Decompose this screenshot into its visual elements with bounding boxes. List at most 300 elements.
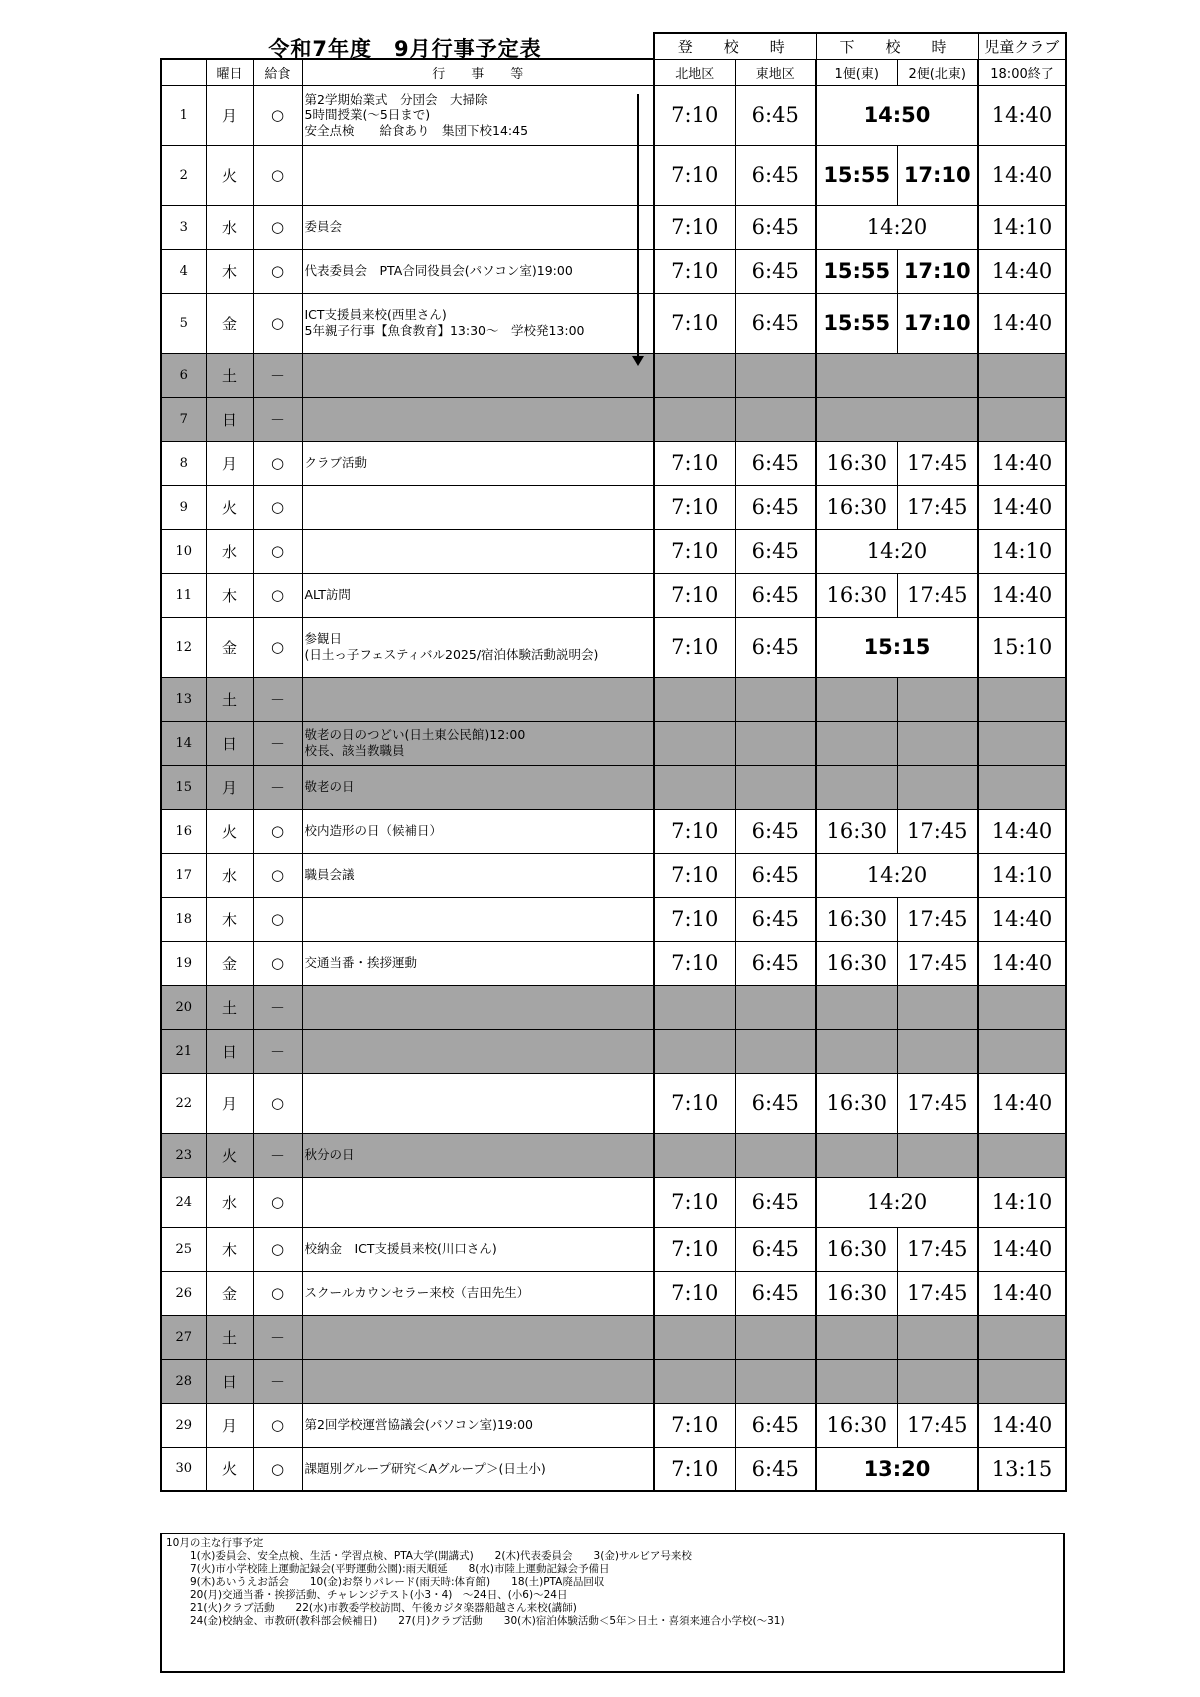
day-cell: 27 [161, 1315, 206, 1359]
lunch-cell: ○ [253, 941, 302, 985]
notes-title: 10月の主な行事予定 [166, 1537, 264, 1549]
east-cell [735, 721, 816, 765]
north-cell [654, 985, 735, 1029]
north-cell [654, 677, 735, 721]
lunch-cell: － [253, 1133, 302, 1177]
bus1-cell: 16:30 [816, 809, 897, 853]
bus2-header: 2便(北東) [897, 59, 978, 85]
east-cell [735, 1133, 816, 1177]
weekday-cell: 月 [206, 1073, 253, 1133]
lunch-cell: ○ [253, 853, 302, 897]
bus1-cell: 16:30 [816, 897, 897, 941]
east-cell: 6:45 [735, 529, 816, 573]
events-text: 第2回学校運営協議会(パソコン室)19:00 [304, 1417, 533, 1433]
table-row [161, 1403, 1066, 1447]
events-text: 参観日 (日土っ子フェスティバル2025/宿泊体験活動説明会) [304, 631, 599, 662]
weekday-cell: 月 [206, 765, 253, 809]
weekday-cell: 日 [206, 1359, 253, 1403]
north-cell: 7:10 [654, 1177, 735, 1227]
club-cell: 14:40 [978, 485, 1066, 529]
events-cell [302, 1447, 654, 1491]
weekday-cell: 火 [206, 1447, 253, 1491]
dismissal-cell: 14:50 [816, 85, 978, 145]
weekday-cell: 土 [206, 677, 253, 721]
day-cell: 4 [161, 249, 206, 293]
day-cell: 25 [161, 1227, 206, 1271]
east-cell: 6:45 [735, 249, 816, 293]
events-cell [302, 485, 654, 529]
north-cell: 7:10 [654, 1447, 735, 1491]
events-cell [302, 1359, 654, 1403]
bus1-cell: 15:55 [816, 293, 897, 353]
club-cell: 14:40 [978, 1073, 1066, 1133]
day-cell: 22 [161, 1073, 206, 1133]
events-text: 秋分の日 [304, 1147, 355, 1163]
bus1-cell: 16:30 [816, 441, 897, 485]
club-cell: 14:40 [978, 249, 1066, 293]
lunch-cell: ○ [253, 529, 302, 573]
table-row [161, 529, 1066, 573]
lunch-cell: ○ [253, 485, 302, 529]
day-cell: 28 [161, 1359, 206, 1403]
east-cell: 6:45 [735, 85, 816, 145]
bus2-cell [897, 1359, 978, 1403]
weekday-cell: 木 [206, 897, 253, 941]
events-cell [302, 397, 654, 441]
table-row [161, 293, 1066, 353]
east-cell: 6:45 [735, 145, 816, 205]
events-cell [302, 85, 654, 145]
table-row [161, 485, 1066, 529]
table-row [161, 249, 1066, 293]
lunch-cell: － [253, 397, 302, 441]
table-row [161, 397, 1066, 441]
lunch-cell: ○ [253, 85, 302, 145]
north-cell: 7:10 [654, 617, 735, 677]
bus2-cell: 17:45 [897, 941, 978, 985]
events-cell [302, 353, 654, 397]
east-cell: 6:45 [735, 617, 816, 677]
table-row [161, 1133, 1066, 1177]
events-cell [302, 897, 654, 941]
east-cell: 6:45 [735, 1403, 816, 1447]
day-cell: 17 [161, 853, 206, 897]
lunch-cell: ○ [253, 617, 302, 677]
events-cell [302, 809, 654, 853]
events-cell [302, 1227, 654, 1271]
north-cell [654, 353, 735, 397]
east-cell: 6:45 [735, 941, 816, 985]
north-cell: 7:10 [654, 1271, 735, 1315]
events-cell [302, 1177, 654, 1227]
east-cell: 6:45 [735, 897, 816, 941]
events-cell [302, 1403, 654, 1447]
day-cell: 19 [161, 941, 206, 985]
lunch-cell: － [253, 1315, 302, 1359]
club-header: 児童クラブ [978, 33, 1066, 59]
day-cell: 20 [161, 985, 206, 1029]
weekday-cell: 火 [206, 145, 253, 205]
events-text: スクールカウンセラー来校（吉田先生） [304, 1285, 530, 1301]
table-row [161, 1227, 1066, 1271]
weekday-cell: 火 [206, 485, 253, 529]
bus2-cell [897, 1315, 978, 1359]
weekday-cell: 水 [206, 853, 253, 897]
lunch-cell: － [253, 1359, 302, 1403]
east-header: 東地区 [735, 59, 816, 85]
bus2-cell: 17:10 [897, 293, 978, 353]
lunch-cell: ○ [253, 145, 302, 205]
bus1-cell [816, 1315, 897, 1359]
table-row [161, 205, 1066, 249]
weekday-cell: 土 [206, 1315, 253, 1359]
weekday-cell: 火 [206, 809, 253, 853]
bus1-cell: 16:30 [816, 1403, 897, 1447]
day-cell: 2 [161, 145, 206, 205]
lunch-cell: ○ [253, 205, 302, 249]
north-cell [654, 1133, 735, 1177]
events-text: 代表委員会 PTA合同役員会(パソコン室)19:00 [304, 263, 573, 279]
bus1-cell: 16:30 [816, 1271, 897, 1315]
table-row [161, 765, 1066, 809]
events-cell [302, 529, 654, 573]
lunch-cell: ○ [253, 1403, 302, 1447]
day-cell: 7 [161, 397, 206, 441]
day-cell: 26 [161, 1271, 206, 1315]
bus2-cell [897, 1029, 978, 1073]
bus2-cell: 17:45 [897, 1073, 978, 1133]
lunch-cell: ○ [253, 809, 302, 853]
club-cell: 14:40 [978, 1403, 1066, 1447]
club-cell [978, 397, 1066, 441]
club-cell: 13:15 [978, 1447, 1066, 1491]
events-cell [302, 941, 654, 985]
events-text: 敬老の日 [304, 779, 355, 795]
north-cell [654, 765, 735, 809]
dismissal-cell [816, 397, 978, 441]
club-cell [978, 1133, 1066, 1177]
notes-line: 7(火)市小学校陸上運動記録会(平野運動公園):雨天順延 8(水)市陸上運動記録会予備日 [190, 1563, 610, 1575]
dismissal-cell: 14:20 [816, 853, 978, 897]
table-row [161, 941, 1066, 985]
east-cell [735, 1029, 816, 1073]
club-cell [978, 353, 1066, 397]
lunch-cell: ○ [253, 897, 302, 941]
lunch-cell: ○ [253, 573, 302, 617]
club-cell [978, 721, 1066, 765]
events-header: 行 事 等 [302, 59, 654, 85]
east-cell [735, 985, 816, 1029]
day-cell: 10 [161, 529, 206, 573]
east-cell [735, 1359, 816, 1403]
events-cell [302, 1271, 654, 1315]
weekday-cell: 金 [206, 617, 253, 677]
weekday-header: 曜日 [206, 59, 253, 85]
bus1-cell: 16:30 [816, 1227, 897, 1271]
club-cell: 14:10 [978, 205, 1066, 249]
lunch-cell: － [253, 765, 302, 809]
events-text: ICT支援員来校(西里さん) 5年親子行事【魚食教育】13:30～ 学校発13:00 [304, 307, 585, 338]
north-cell [654, 397, 735, 441]
club-cell: 14:10 [978, 529, 1066, 573]
events-text: 職員会議 [304, 867, 355, 883]
weekday-cell: 木 [206, 573, 253, 617]
table-row [161, 1315, 1066, 1359]
weekday-cell: 木 [206, 249, 253, 293]
dismissal-cell: 13:20 [816, 1447, 978, 1491]
bus2-cell: 17:10 [897, 249, 978, 293]
schedule-table [160, 32, 1067, 1492]
north-cell: 7:10 [654, 897, 735, 941]
events-cell [302, 853, 654, 897]
bus1-cell: 15:55 [816, 249, 897, 293]
bus1-cell [816, 985, 897, 1029]
bus2-cell: 17:45 [897, 441, 978, 485]
day-cell: 21 [161, 1029, 206, 1073]
weekday-cell: 水 [206, 1177, 253, 1227]
bus1-cell: 16:30 [816, 1073, 897, 1133]
north-cell [654, 1359, 735, 1403]
east-cell: 6:45 [735, 205, 816, 249]
events-cell [302, 765, 654, 809]
lunch-cell: ○ [253, 1447, 302, 1491]
lunch-cell: ○ [253, 1271, 302, 1315]
table-row [161, 1447, 1066, 1491]
day-cell: 16 [161, 809, 206, 853]
club-cell: 14:40 [978, 897, 1066, 941]
title-cell [161, 33, 654, 59]
weekday-cell: 木 [206, 1227, 253, 1271]
east-cell: 6:45 [735, 573, 816, 617]
east-cell [735, 353, 816, 397]
club-cell: 14:40 [978, 1271, 1066, 1315]
weekday-cell: 月 [206, 85, 253, 145]
dismissal-header: 下 校 時 [816, 33, 978, 59]
arrow-line [637, 94, 639, 362]
events-cell [302, 985, 654, 1029]
club-cell: 14:10 [978, 1177, 1066, 1227]
events-cell [302, 1073, 654, 1133]
bus1-cell [816, 721, 897, 765]
events-text: クラブ活動 [304, 455, 368, 471]
east-cell [735, 765, 816, 809]
east-cell: 6:45 [735, 809, 816, 853]
lunch-cell: ○ [253, 1177, 302, 1227]
day-cell: 23 [161, 1133, 206, 1177]
bus2-cell [897, 1133, 978, 1177]
bus2-cell: 17:45 [897, 1227, 978, 1271]
bus1-cell: 15:55 [816, 145, 897, 205]
weekday-cell: 月 [206, 1403, 253, 1447]
east-cell: 6:45 [735, 441, 816, 485]
events-text: 校内造形の日（候補日） [304, 823, 443, 839]
north-cell [654, 1315, 735, 1359]
dismissal-cell: 14:20 [816, 1177, 978, 1227]
dismissal-cell: 14:20 [816, 529, 978, 573]
north-cell: 7:10 [654, 1073, 735, 1133]
bus2-cell: 17:45 [897, 809, 978, 853]
bus2-cell: 17:45 [897, 1403, 978, 1447]
club-cell: 14:40 [978, 441, 1066, 485]
day-cell: 6 [161, 353, 206, 397]
notes-line: 9(木)あいうえお話会 10(金)お祭りパレード(雨天時:体育館) 18(土)PTA廃品回収 [190, 1576, 605, 1588]
north-cell: 7:10 [654, 85, 735, 145]
east-cell: 6:45 [735, 853, 816, 897]
day-cell: 8 [161, 441, 206, 485]
day-cell: 15 [161, 765, 206, 809]
day-cell: 3 [161, 205, 206, 249]
bus2-cell: 17:45 [897, 573, 978, 617]
day-cell: 12 [161, 617, 206, 677]
bus1-cell: 16:30 [816, 941, 897, 985]
table-row [161, 985, 1066, 1029]
bus2-cell: 17:45 [897, 1271, 978, 1315]
club-cell: 14:40 [978, 1227, 1066, 1271]
club-cell [978, 1359, 1066, 1403]
commute-header: 登 校 時 [654, 33, 816, 59]
day-cell: 14 [161, 721, 206, 765]
events-cell [302, 145, 654, 205]
events-text: 敬老の日のつどい(日土東公民館)12:00 校長、該当教職員 [304, 727, 526, 758]
club-cell [978, 1029, 1066, 1073]
north-cell: 7:10 [654, 485, 735, 529]
events-text: 第2学期始業式 分団会 大掃除 5時間授業(～5日まで) 安全点検 給食あり 集団下校14:45 [304, 91, 529, 138]
table-row [161, 441, 1066, 485]
east-cell: 6:45 [735, 1447, 816, 1491]
day-cell: 5 [161, 293, 206, 353]
weekday-cell: 土 [206, 353, 253, 397]
arrow-down-icon [632, 356, 644, 366]
table-row [161, 1271, 1066, 1315]
table-row [161, 1029, 1066, 1073]
weekday-cell: 水 [206, 205, 253, 249]
weekday-cell: 月 [206, 441, 253, 485]
table-row [161, 677, 1066, 721]
notes-line: 20(月)交通当番・挨拶活動、チャレンジテスト(小3・4) ～24日、(小6)～24日 [190, 1589, 568, 1601]
events-cell [302, 573, 654, 617]
east-cell: 6:45 [735, 1073, 816, 1133]
notes-line: 24(金)校納金、市教研(教科部会候補日) 27(月)クラブ活動 30(木)宿泊体験活動＜5年＞日土・喜須来連合小学校(～31) [190, 1615, 785, 1627]
events-cell [302, 249, 654, 293]
bus1-cell [816, 677, 897, 721]
events-text: 交通当番・挨拶運動 [304, 955, 418, 971]
day-header [161, 59, 206, 85]
north-cell: 7:10 [654, 441, 735, 485]
club-time-header: 18:00終了 [978, 59, 1066, 85]
events-cell [302, 441, 654, 485]
north-cell: 7:10 [654, 145, 735, 205]
north-cell [654, 721, 735, 765]
lunch-cell: ○ [253, 1227, 302, 1271]
events-cell [302, 1315, 654, 1359]
lunch-header: 給食 [253, 59, 302, 85]
north-cell: 7:10 [654, 249, 735, 293]
bus1-cell [816, 765, 897, 809]
bus1-cell: 16:30 [816, 573, 897, 617]
dismissal-cell: 14:20 [816, 205, 978, 249]
table-row [161, 617, 1066, 677]
north-cell: 7:10 [654, 941, 735, 985]
table-row [161, 573, 1066, 617]
notes-line: 21(火)クラブ活動 22(水)市教委学校訪問、午後カジタ楽器船越さん来校(講師) [190, 1602, 577, 1614]
bus1-cell [816, 1133, 897, 1177]
day-cell: 13 [161, 677, 206, 721]
weekday-cell: 水 [206, 529, 253, 573]
lunch-cell: ○ [253, 293, 302, 353]
day-cell: 18 [161, 897, 206, 941]
north-header: 北地区 [654, 59, 735, 85]
table-row [161, 897, 1066, 941]
events-cell [302, 677, 654, 721]
table-row [161, 145, 1066, 205]
dismissal-cell: 15:15 [816, 617, 978, 677]
weekday-cell: 金 [206, 1271, 253, 1315]
east-cell [735, 397, 816, 441]
east-cell: 6:45 [735, 1271, 816, 1315]
weekday-cell: 金 [206, 941, 253, 985]
weekday-cell: 火 [206, 1133, 253, 1177]
table-row [161, 353, 1066, 397]
events-cell [302, 617, 654, 677]
club-cell: 14:40 [978, 145, 1066, 205]
club-cell: 14:40 [978, 85, 1066, 145]
north-cell: 7:10 [654, 573, 735, 617]
events-text: 校納金 ICT支援員来校(川口さん) [304, 1241, 497, 1257]
weekday-cell: 日 [206, 1029, 253, 1073]
bus2-cell: 17:10 [897, 145, 978, 205]
events-cell [302, 721, 654, 765]
bus2-cell [897, 985, 978, 1029]
day-cell: 1 [161, 85, 206, 145]
north-cell: 7:10 [654, 1403, 735, 1447]
north-cell: 7:10 [654, 853, 735, 897]
notes-line: 1(水)委員会、安全点検、生活・学習点検、PTA大学(開講式) 2(木)代表委員会 3(金)サルビア号来校 [190, 1550, 692, 1562]
east-cell: 6:45 [735, 1227, 816, 1271]
lunch-cell: － [253, 721, 302, 765]
bus1-cell [816, 1359, 897, 1403]
notes-box [160, 1533, 1065, 1673]
day-cell: 9 [161, 485, 206, 529]
lunch-cell: ○ [253, 1073, 302, 1133]
events-cell [302, 1133, 654, 1177]
bus1-header: 1便(東) [816, 59, 897, 85]
events-text: 委員会 [304, 219, 343, 235]
day-cell: 29 [161, 1403, 206, 1447]
bus2-cell [897, 765, 978, 809]
lunch-cell: － [253, 985, 302, 1029]
club-cell [978, 1315, 1066, 1359]
bus2-cell [897, 721, 978, 765]
club-cell [978, 985, 1066, 1029]
bus2-cell: 17:45 [897, 485, 978, 529]
lunch-cell: － [253, 353, 302, 397]
club-cell: 14:40 [978, 941, 1066, 985]
east-cell [735, 677, 816, 721]
north-cell: 7:10 [654, 205, 735, 249]
club-cell: 14:10 [978, 853, 1066, 897]
club-cell: 15:10 [978, 617, 1066, 677]
events-text: 課題別グループ研究＜Aグループ＞(日土小) [304, 1460, 546, 1476]
lunch-cell: － [253, 677, 302, 721]
dismissal-cell [816, 353, 978, 397]
day-cell: 11 [161, 573, 206, 617]
club-cell [978, 677, 1066, 721]
table-row [161, 1177, 1066, 1227]
table-row [161, 1073, 1066, 1133]
north-cell [654, 1029, 735, 1073]
lunch-cell: － [253, 1029, 302, 1073]
table-row [161, 85, 1066, 145]
